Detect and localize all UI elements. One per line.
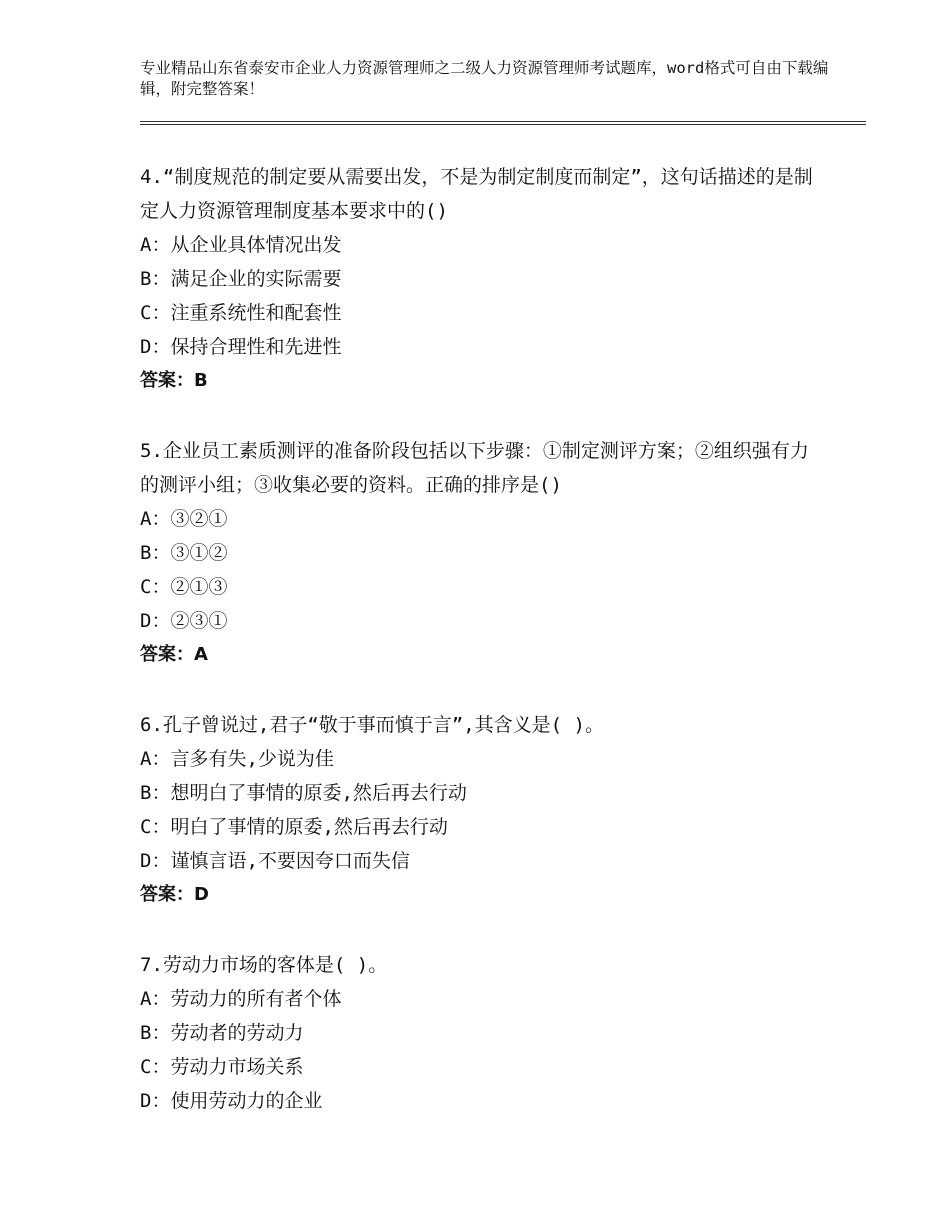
- option-d: D：②③①: [140, 610, 228, 632]
- option-b: B：劳动者的劳动力: [140, 1022, 304, 1044]
- question-6: [140, 708, 820, 912]
- option-c: C：明白了事情的原委,然后再去行动: [140, 816, 448, 838]
- option-c: C：劳动力市场关系: [140, 1056, 304, 1078]
- question-4: [140, 160, 820, 398]
- header-divider-top: [140, 121, 866, 122]
- question-text: 5.企业员工素质测评的准备阶段包括以下步骤：①制定测评方案；②组织强有力的测评小组；③收集必要的资料。正确的排序是(): [140, 440, 809, 496]
- question-text: 4.“制度规范的制定要从需要出发，不是为制定制度而制定”，这句话描述的是制定人力资源管理制度基本要求中的(): [140, 166, 813, 222]
- option-b: B：满足企业的实际需要: [140, 268, 342, 290]
- option-a: A：从企业具体情况出发: [140, 234, 342, 256]
- question-text: 6.孔子曾说过,君子“敬于事而慎于言”,其含义是( )。: [140, 714, 604, 736]
- answer-label: 答案：A: [140, 644, 208, 665]
- questions-list: [140, 160, 820, 1154]
- question-text: 7.劳动力市场的客体是( )。: [140, 954, 388, 976]
- option-d: D：使用劳动力的企业: [140, 1090, 323, 1112]
- option-c: C：注重系统性和配套性: [140, 302, 342, 324]
- question-7: [140, 948, 820, 1118]
- option-a: A：言多有失,少说为佳: [140, 748, 334, 770]
- option-b: B：③①②: [140, 542, 228, 564]
- answer-label: 答案：B: [140, 370, 208, 391]
- option-a: A：③②①: [140, 508, 228, 530]
- option-c: C：②①③: [140, 576, 228, 598]
- option-b: B：想明白了事情的原委,然后再去行动: [140, 782, 467, 804]
- question-5: [140, 434, 820, 672]
- header-title: 专业精品山东省泰安市企业人力资源管理师之二级人力资源管理师考试题库，word格式可自由下载编辑，附完整答案！: [140, 59, 829, 98]
- option-d: D：谨慎言语,不要因夸口而失信: [140, 850, 410, 872]
- option-d: D：保持合理性和先进性: [140, 336, 342, 358]
- header-divider-bottom: [140, 124, 866, 125]
- document-header: [140, 58, 840, 100]
- option-a: A：劳动力的所有者个体: [140, 988, 342, 1010]
- answer-label: 答案：D: [140, 884, 209, 905]
